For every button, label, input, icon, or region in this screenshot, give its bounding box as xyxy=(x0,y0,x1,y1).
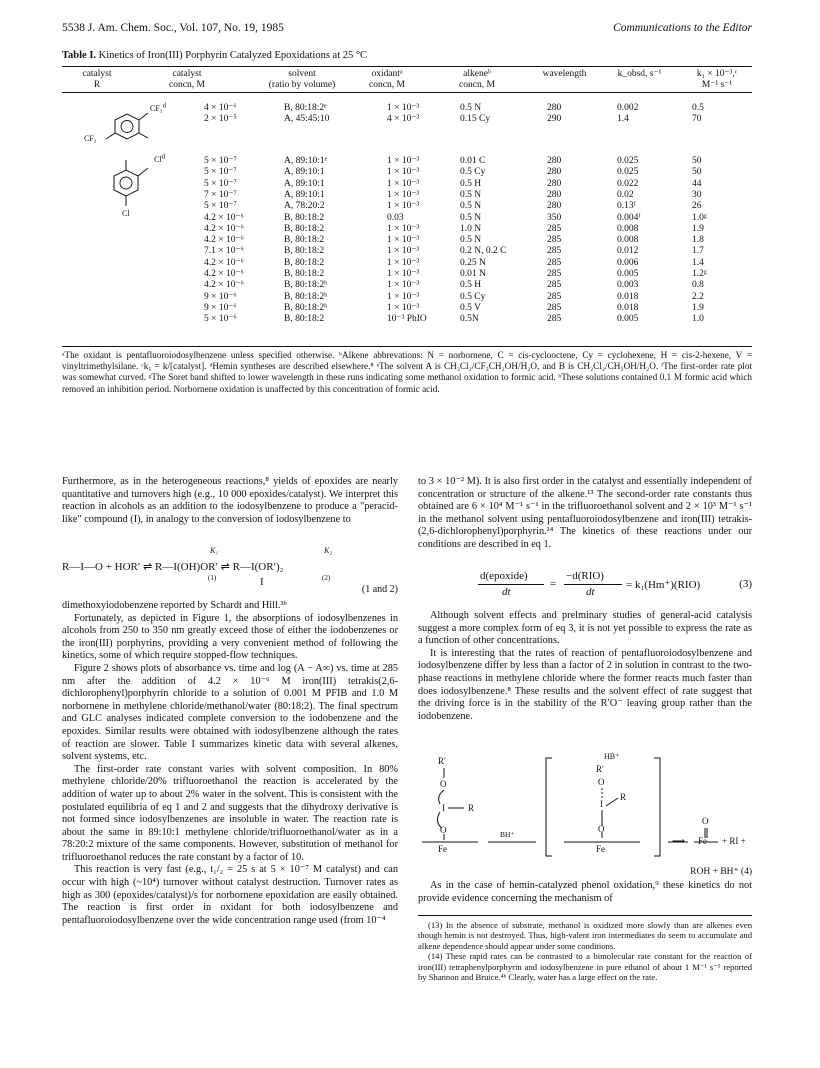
column-header xyxy=(352,69,422,91)
footnote-14: (14) These rapid rates can be contrasted to a bimolecular rate constant for the reaction of iron(III) tetraphenylporphyrin and iodosylbenzene in pure ethanol of about 1 M⁻¹ s⁻¹ reported by Shannon and Bruice.⁴ᵇ Clearly, water has a large effect on the rate. xyxy=(418,951,752,983)
table-cell: 1 × 10⁻³ xyxy=(387,269,420,279)
right-paragraph: It is interesting that the rates of reaction of pentafluoroiodosylbenzene and iodosylbenzene differ by less than a factor of 2 in solution in contrast to the two-phase reactions in methylene chloride where the former reacts much faster than does iodosylbenzene.⁸ These results and the solvent effect of rate suggest that the driving force is in the stability of the R′O⁻ leaving group rather than the iodobenzene. xyxy=(418,647,752,722)
cl-text: Cl xyxy=(154,155,162,164)
table-cell: B, 80:18:2 xyxy=(284,269,325,279)
table-cell: 4.2 × 10⁻⁶ xyxy=(204,269,244,279)
table-cell: 0.5 H xyxy=(460,280,482,291)
table-bottom-rule xyxy=(62,346,752,347)
table-cell: 1.0 xyxy=(692,314,704,325)
table-cell: 1.9 xyxy=(692,223,704,234)
table-cell: 4 × 10⁻³ xyxy=(387,114,420,125)
table-cell: 285 xyxy=(547,246,562,257)
scheme-o5: O xyxy=(702,816,709,826)
table-cell: 1.7 xyxy=(692,246,704,257)
table-cell: B, 80:18:2 xyxy=(284,257,325,268)
table-cell: 4.2 × 10⁻⁶ xyxy=(204,235,244,246)
table-header-rule xyxy=(62,92,752,93)
table-cell: 1 × 10⁻³ xyxy=(387,235,420,246)
table-cell: 0.012 xyxy=(617,246,639,257)
table-cell: 1 × 10⁻³ xyxy=(387,246,420,257)
scheme-i1: I xyxy=(442,803,445,813)
scheme-fe3: Fe xyxy=(698,836,707,846)
column-header-line1: oxidantᵃ xyxy=(371,69,403,79)
table-cell: 4.2 × 10⁻⁶ xyxy=(204,257,244,268)
table-title: Kinetics of Iron(III) Porphyrin Catalyzed Epoxidations at 25 °C xyxy=(98,50,368,61)
table-cell: 0.008 xyxy=(617,223,639,234)
table-caption xyxy=(62,50,367,61)
left-paragraph: Fortunately, as depicted in Figure 1, the absorptions of iodosylbenzenes in alcohols from 250 to 350 nm greatly exceed those of either the iodobenzenes or the iron(III) porphyrins, providing a very convenient method of following the kinetics, some of which require stopped-flow techniques. xyxy=(62,612,398,662)
column-header-line2: k_obsd, s⁻¹ xyxy=(617,69,662,79)
cf3-left-label: CF₃ xyxy=(84,134,97,143)
table-cell: 4.2 × 10⁻⁶ xyxy=(204,212,244,223)
column-header-line1: catalyst xyxy=(82,69,112,79)
table-cell: 1.8 xyxy=(692,235,704,246)
table-cell: 1.0ᵍ xyxy=(692,212,707,223)
column-header-line2: concn, M xyxy=(459,80,495,90)
table-cell: B, 80:18:2ᵉ xyxy=(284,103,327,113)
table-cell: 1 × 10⁻³ xyxy=(387,178,420,189)
table-cell: 1 × 10⁻³ xyxy=(387,167,420,178)
table-cell: 0.5 N xyxy=(460,189,482,200)
scheme-r1: R′ xyxy=(438,756,446,766)
table-cell: 280 xyxy=(547,178,562,189)
eq-k2: K₂ xyxy=(324,546,333,555)
footnote-13: (13) In the absence of substrate, methanol is oxidized more slowly than are alkenes even though hemin is not destroyed. Thus, high-valent iron intermediates do seem to accumulate and alkene dependence should appear under some conditions. xyxy=(418,920,752,951)
scheme-products-text: + RI + xyxy=(722,836,746,846)
scheme-o2: O xyxy=(440,825,447,835)
section-title: Communications to the Editor xyxy=(613,22,752,34)
scheme-r2: R xyxy=(468,803,475,813)
left-paragraph: The first-order rate constant varies with solvent composition. In 80% methylene chloride/20% trifluoroethanol the reaction is accelerated by the addition of water up to about 2% water in the solvent. This is consistent with the postulated equilibria of eq 1 and 2 and suggests that the dihydroxy derivative is not formed since iodosylbenzenes are insoluble in water. The reaction rate is about the same in 89:10:1 methylene chloride/trifluoroethanol/water as in a 78:20:2 mixture of the same components. However, substitution of methanol for trifluoroethanol reduces the rate constant by a factor of 10. xyxy=(62,763,398,863)
column-header xyxy=(682,69,752,91)
table-cell: 0.008 xyxy=(617,235,639,246)
eq3-den1: dt xyxy=(502,586,511,598)
right-column-cont xyxy=(418,610,752,723)
eq3-bar2 xyxy=(564,584,622,585)
reaction-scheme-4 xyxy=(418,752,752,862)
column-header-line2: wavelength xyxy=(542,69,587,79)
table-cell: 0.5 V xyxy=(460,302,481,313)
scheme-o4: O xyxy=(598,824,605,834)
scheme-i2: I xyxy=(600,799,603,809)
table-cell: 285 xyxy=(547,302,562,313)
table-cell: 7 × 10⁻⁷ xyxy=(204,189,237,200)
table-cell: B, 80:18:2 xyxy=(284,223,325,234)
eq-k1: K₁ xyxy=(210,546,219,555)
left-paragraph: dimethoxyiodobenzene reported by Schardt and Hill.³ᵇ xyxy=(62,600,287,611)
table-cell: 2 × 10⁻⁵ xyxy=(204,114,237,125)
column-header-line1: k₁ × 10⁻³,ᶜ xyxy=(696,69,738,79)
table-cell: 280 xyxy=(547,201,562,212)
table-cell: 0.025 xyxy=(617,156,639,166)
scheme-line2: ROH + BH⁺ (4) xyxy=(690,867,752,877)
table-cell: 1 × 10⁻³ xyxy=(387,257,420,268)
table-cell: 4.2 × 10⁻⁶ xyxy=(204,223,244,234)
cf3-sup: d xyxy=(162,101,167,110)
table-cell: 1.4 xyxy=(617,114,629,125)
table-cell: 44 xyxy=(692,178,702,189)
left-column-cont xyxy=(62,600,398,927)
table-cell: 280 xyxy=(547,189,562,200)
table-cell: 0.004ᶠ xyxy=(617,212,641,223)
scheme-bh: BH⁺ xyxy=(500,830,515,839)
table-cell: 0.5 Cy xyxy=(460,291,486,302)
table-cell: 0.01 C xyxy=(460,156,486,166)
column-header xyxy=(62,69,132,91)
footnote-divider xyxy=(418,915,752,916)
table-cell: 0.5N xyxy=(460,314,479,325)
table-cell: 5 × 10⁻⁷ xyxy=(204,178,237,189)
column-header-line2: concn, M xyxy=(169,80,205,90)
table-cell: 0.2 N, 0.2 C xyxy=(460,246,507,257)
scheme-r4: R xyxy=(620,792,627,802)
table-cell: 0.025 xyxy=(617,167,639,178)
table-cell: 5 × 10⁻⁷ xyxy=(204,156,237,166)
right-footnotes xyxy=(418,920,752,982)
table-cell: 30 xyxy=(692,189,702,200)
column-header-line2: (ratio by volume) xyxy=(268,80,336,90)
scheme-o3: O xyxy=(598,777,605,787)
table-cell: 1 × 10⁻³ xyxy=(387,189,420,200)
table-cell: 0.022 xyxy=(617,178,639,189)
table-cell: 0.15 Cy xyxy=(460,114,491,125)
table-cell: 0.5 N xyxy=(460,201,482,212)
table-cell: 290 xyxy=(547,114,562,125)
column-header-line1: solvent xyxy=(288,69,316,79)
table-cell: 5 × 10⁻⁷ xyxy=(204,201,237,212)
journal-citation: 5538 J. Am. Chem. Soc., Vol. 107, No. 19, 1985 xyxy=(62,22,284,34)
table-cell: 9 × 10⁻⁶ xyxy=(204,302,237,313)
table-cell: 285 xyxy=(547,314,562,325)
column-header xyxy=(607,69,672,80)
table-label: Table I. xyxy=(62,50,97,61)
cl-top-label xyxy=(154,154,165,165)
table-cell: 0.5 xyxy=(692,103,704,113)
table-cell: 1 × 10⁻³ xyxy=(387,302,420,313)
table-cell: 1.0 N xyxy=(460,223,482,234)
eq3-den2: dt xyxy=(586,586,595,598)
left-paragraph: Furthermore, as in the heterogeneous reactions,⁸ yields of epoxides are nearly quantitative and turnovers high (e.g., 10 000 epoxides/catalyst). We interpret this reaction in alcohols as an addition to the iodosylbenzene to produce a "peracid-like" compound (I), in analogy to the conversion of iodosylbenzene to xyxy=(62,476,398,525)
scheme-fe: Fe xyxy=(438,844,447,854)
table-cell: 0.5 H xyxy=(460,178,482,189)
table-cell: 0.005 xyxy=(617,269,639,279)
right-paragraph: As in the case of hemin-catalyzed phenol oxidation,⁹ these kinetics do not provide evidence concerning the mechanism of xyxy=(418,880,752,904)
table-cell: B, 80:18:2ʰ xyxy=(284,280,328,291)
table-cell: 0.5 N xyxy=(460,212,482,223)
column-header xyxy=(152,69,222,91)
left-paragraph: Figure 2 shows plots of absorbance vs. time and log (A − A∞) vs. time at 285 nm after the addition of 4.2 × 10⁻⁶ M iron(III) tetrakis(2,6-dichlorophenyl)porphyrin chloride to a solution of 0.001 M PFIB and 1.0 M norbornene in methylene chloride/methanol/water (80:18:2). The final spectrum and GLC analyses indicated complete conversion to the iodobenzene and the epoxides. Similar results were obtained with iodosylbenzene although the rates of reaction are slower. Table I summarizes kinetic data with several alkenes, solvent systems, etc. xyxy=(62,662,398,763)
table-cell: 285 xyxy=(547,280,562,291)
table-cell: 350 xyxy=(547,212,562,223)
eq3-num1: d(epoxide) xyxy=(480,570,528,582)
table-cell: 26 xyxy=(692,201,702,212)
table-cell: 0.03 xyxy=(387,212,404,223)
table-cell: 280 xyxy=(547,167,562,178)
cf3-text: CF₃ xyxy=(150,104,163,113)
cf3-top-label xyxy=(150,103,166,114)
table-cell: 0.018 xyxy=(617,302,639,313)
table-cell: 1.2ᵍ xyxy=(692,269,707,279)
right-column-end xyxy=(418,880,752,905)
column-header xyxy=(437,69,517,91)
table-cell: 0.018 xyxy=(617,291,639,302)
table-cell: 1.9 xyxy=(692,302,704,313)
table-cell: 280 xyxy=(547,156,562,166)
table-cell: 5 × 10⁻⁶ xyxy=(204,314,237,325)
table-cell: B, 80:18:2 xyxy=(284,235,325,246)
table-cell: B, 80:18:2 xyxy=(284,314,325,325)
table-cell: 5 × 10⁻⁷ xyxy=(204,167,237,178)
table-cell: 4.2 × 10⁻⁶ xyxy=(204,280,244,291)
column-header-line2: concn, M xyxy=(369,80,405,90)
scheme-r3: R′ xyxy=(596,764,604,774)
table-cell: 50 xyxy=(692,167,702,178)
table-cell: 1 × 10⁻³ xyxy=(387,291,420,302)
table-top-rule xyxy=(62,66,752,67)
table-cell: 0.005 xyxy=(617,314,639,325)
table-cell: 0.01 N xyxy=(460,269,486,279)
table-cell: 70 xyxy=(692,114,702,125)
column-header xyxy=(532,69,597,80)
cl-bottom-label: Cl xyxy=(122,209,130,218)
table-cell: 10⁻³ PhIO xyxy=(387,314,427,325)
eq3-number: (3) xyxy=(739,578,752,590)
table-cell: B, 80:18:2 xyxy=(284,246,325,257)
table-cell: 7.1 × 10⁻⁶ xyxy=(204,246,244,257)
scheme-o1: O xyxy=(440,779,447,789)
table-cell: A, 89:10:1 xyxy=(284,178,325,189)
eq3-num2: −d(RIO) xyxy=(566,570,604,582)
table-cell: 0.5 N xyxy=(460,235,482,246)
table-cell: 1 × 10⁻³ xyxy=(387,103,420,113)
table-cell: 0.8 xyxy=(692,280,704,291)
table-cell: 1 × 10⁻³ xyxy=(387,223,420,234)
table-cell: 280 xyxy=(547,103,562,113)
table-cell: 2.2 xyxy=(692,291,704,302)
table-cell: 1.4 xyxy=(692,257,704,268)
cl-sup: d xyxy=(161,152,166,161)
scheme-products xyxy=(722,836,746,846)
table-cell: 285 xyxy=(547,257,562,268)
table-cell: 0.02 xyxy=(617,189,634,200)
table-footnotes: ᵃThe oxidant is pentafluoroiodosylbenzene unless specified otherwise. ᵇAlkene abbrevations: N = norbornene, C = cis-cyclooctene, Cy = cyclohexene, H = cis-2-hexene, V = vinyltrimethylsilane. ᶜk₁ = k/[catalyst]. ᵈHemin syntheses are described elsewhere.⁸ ᵉThe solvent A is CH₂Cl₂/CF₃CH₂OH/H₂O, and B is CH₂Cl₂/CH₃OH/H₂O. ᶠThe first-order rate plot was somewhat curved. ᵍThe Soret band shifted to lower wavelength in these runs indicating some methanol oxidation to formic acid. ʰThese solutions contained 0.1 M formic acid which removed an inhibition period. Norbornene oxidation is unaffected by this concentration of formic acid. xyxy=(62,350,752,394)
table-cell: A, 89:10:1ᵉ xyxy=(284,156,328,166)
table-cell: 1 × 10⁻³ xyxy=(387,201,420,212)
scheme-fe2: Fe xyxy=(596,844,605,854)
table-cell: B, 80:18:2ʰ xyxy=(284,291,328,302)
table-cell: 4 × 10⁻⁶ xyxy=(204,103,237,113)
table-cell: 1 × 10⁻³ xyxy=(387,156,420,166)
table-cell: 1 × 10⁻³ xyxy=(387,280,420,291)
table-cell: 285 xyxy=(547,291,562,302)
table-cell: 0.003 xyxy=(617,280,639,291)
column-header xyxy=(257,69,347,91)
column-header-line2: R xyxy=(93,80,101,90)
scheme-arrow: ⟶ xyxy=(672,836,685,846)
eq-n2: (2) xyxy=(322,574,331,582)
table-cell: B, 80:18:2 xyxy=(284,212,325,223)
table-cell: B, 80:18:2ʰ xyxy=(284,302,328,313)
left-paragraph: This reaction is very fast (e.g., t₁/₂ = 25 s at 5 × 10⁻⁷ M catalyst) and can occur with high (~10⁴) turnover without catalyst destruction. Turnover rates as high as 300 (epoxides/catalyst)/s for norbornene epoxidation are easily obtained. The reaction is first order in oxidant for both iodosylbenzene and pentafluoroiodosylbenzene over the wide concentration range used (from 10⁻⁴ xyxy=(62,864,398,926)
right-paragraph: to 3 × 10⁻² M). It is also first order in the catalyst and essentially independent of concentration or structure of the alkene.¹³ The second-order rate constants thus obtained are 6 × 10⁴ M⁻¹ s⁻¹ in the trifluoroethanol solvent and 2 × 10³ M⁻¹ s⁻¹ in the methanol solvent using pentafluoroiodosylbenzene and iron(III) tetrakis-(2,6-dichlorophenyl)porphyrin.¹⁴ The kinetics of these reactions under our conditions are described in eq 1. xyxy=(418,476,752,550)
equation-1-2 xyxy=(62,544,398,596)
table-cell: A, 89:10:1 xyxy=(284,189,325,200)
table-cell: 0.002 xyxy=(617,103,639,113)
table-cell: 0.5 Cy xyxy=(460,167,486,178)
table-cell: 0.5 N xyxy=(460,103,482,113)
equation-3 xyxy=(418,568,752,604)
table-cell: 0.25 N xyxy=(460,257,486,268)
eq-n1: (1) xyxy=(208,574,217,582)
column-header-line1: catalyst xyxy=(172,69,202,79)
column-header-line1: alkeneᵇ xyxy=(463,69,491,79)
eq3-bar1 xyxy=(478,584,544,585)
right-column xyxy=(418,476,752,552)
table-cell: A, 78:20:2 xyxy=(284,201,325,212)
column-header-line2: M⁻¹ s⁻¹ xyxy=(701,80,733,90)
table-cell: 9 × 10⁻⁶ xyxy=(204,291,237,302)
scheme-hb: HB⁺ xyxy=(604,752,620,761)
equation-main: R—I—O + HOR′ ⇌ R—I(OH)OR′ ⇌ R—I(OR′)₂ xyxy=(62,561,284,573)
table-cell: 0.006 xyxy=(617,257,639,268)
eq-number: (1 and 2) xyxy=(361,584,398,595)
table-cell: A, 45:45:10 xyxy=(284,114,330,125)
table-cell: 0.13ᶠ xyxy=(617,201,636,212)
eq3-eq: = xyxy=(550,578,557,590)
left-column xyxy=(62,476,398,526)
table-cell: 285 xyxy=(547,269,562,279)
table-cell: 285 xyxy=(547,235,562,246)
right-paragraph: Although solvent effects and prelminary studies of general-acid catalysis suggest a more complex form of eq 3, it is not yet possible to express the rate as a function of other concentrations. xyxy=(418,610,752,647)
table-cell: 285 xyxy=(547,223,562,234)
eq-compound-label: I xyxy=(260,576,264,588)
table-cell: A, 89:10:1 xyxy=(284,167,325,178)
table-cell: 50 xyxy=(692,156,702,166)
eq3-rhs: = k₁(Hm⁺)(RIO) xyxy=(626,579,701,591)
